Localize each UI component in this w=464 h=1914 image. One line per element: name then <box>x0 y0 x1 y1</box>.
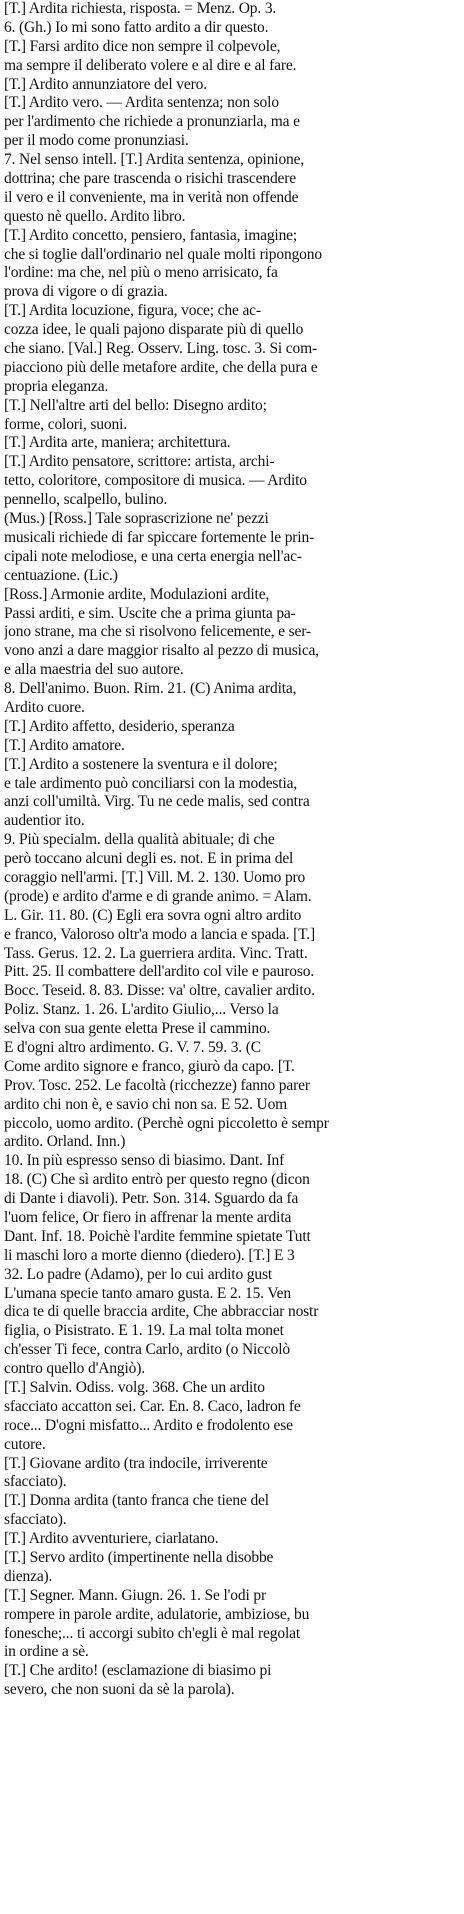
text-line: per l'ardimento che richiede a pronunziarla, ma e <box>4 113 300 131</box>
text-line: [T.] Ardita locuzione, figura, voce; che ac- <box>4 302 261 320</box>
text-line: 7. Nel senso intell. [T.] Ardita sentenza, opinione, <box>4 151 305 169</box>
text-line: 6. (Gh.) Io mi sono fatto ardito a dir questo. <box>4 18 269 36</box>
text-line: coraggio nell'armi. [T.] Vill. M. 2. 130. Uomo pro <box>4 868 306 886</box>
text-line: centuazione. (Lic.) <box>4 566 118 584</box>
text-line: dienza). <box>4 1567 53 1585</box>
text-line: jono strane, ma che si risolvono felicemente, e ser- <box>4 623 311 641</box>
text-line: Pitt. 25. Il combattere dell'ardito col vile e pauroso. <box>4 963 315 981</box>
text-line: Poliz. Stanz. 1. 26. L'ardito Giulio,... Verso la <box>4 1001 279 1019</box>
text-line: il vero e il conveniente, ma in verità non offende <box>4 188 299 206</box>
text-line: (prode) e ardito d'arme e di grande animo. = Alam. <box>4 887 312 905</box>
text-line: in ordine a sè. <box>4 1643 89 1661</box>
text-line: L'umana specie tanto amaro gusta. E 2. 15. Ven <box>4 1284 292 1302</box>
text-line: [T.] Che ardito! (esclamazione di biasimo pi <box>4 1662 272 1680</box>
text-line: 18. (C) Che sì ardito entrò per questo regno (dicon <box>4 1171 310 1189</box>
text-line: Bocc. Teseid. 8. 83. Disse: va' oltre, cavalier ardito. <box>4 982 315 1000</box>
text-line: Dant. Inf. 18. Poichè l'ardite femmine spietate Tutt <box>4 1227 311 1245</box>
text-line: piccolo, uomo ardito. (Perchè ogni piccoletto è sempr <box>4 1114 329 1132</box>
text-line: prova di vigore o di grazia. <box>4 283 168 301</box>
text-line: e alla maestria del suo autore. <box>4 661 184 679</box>
text-line: [T.] Ardito amatore. <box>4 736 125 754</box>
text-line: [T.] Ardito concetto, pensiero, fantasia, imagine; <box>4 226 298 244</box>
text-line: musicali richiede di far spiccare fortemente le prin- <box>4 528 315 546</box>
text-line: e tale ardimento può conciliarsi con la modestia, <box>4 774 298 792</box>
text-line: per il modo come pronunziasi. <box>4 132 189 150</box>
text-line: [T.] Salvin. Odiss. volg. 368. Che un ardito <box>4 1379 265 1397</box>
text-line: figlia, o Pisistrato. E 1. 19. La mal tolta monet <box>4 1322 284 1340</box>
text-line: Prov. Tosc. 252. Le facoltà (ricchezze) fanno parer <box>4 1076 310 1094</box>
text-line: [T.] Segner. Mann. Giugn. 26. 1. Se l'odi pr <box>4 1586 266 1604</box>
text-line: li maschi loro a morte dienno (diedero). [T.] E 3 <box>4 1246 295 1264</box>
text-line: [T.] Nell'altre arti del bello: Disegno ardito; <box>4 396 267 414</box>
text-line: [T.] Ardito pensatore, scrittore: artista, archi- <box>4 453 275 471</box>
text-line: però toccano alcuni degli es. not. E in prima del <box>4 850 294 868</box>
text-line: rompere in parole ardite, adulatorie, ambiziose, bu <box>4 1605 310 1623</box>
text-line: [T.] Ardito affetto, desiderio, speranza <box>4 717 235 735</box>
text-line: contro quello d'Angiò). <box>4 1360 145 1378</box>
text-line: E d'ogni altro ardimento. G. V. 7. 59. 3. (C <box>4 1038 261 1056</box>
text-line: l'uom felice, Or fiero in affrenar la mente ardita <box>4 1209 292 1226</box>
text-line: tetto, coloritore, compositore di musica. — Ardito <box>4 472 307 490</box>
text-line: [T.] Ardito vero. — Ardita sentenza; non solo <box>4 94 279 112</box>
text-line: Ardito cuore. <box>4 698 85 716</box>
text-line: 8. Dell'animo. Buon. Rim. 21. (C) Anima ardita, <box>4 680 297 698</box>
text-line: sfacciato). <box>4 1511 67 1529</box>
text-line: anzi coll'umiltà. Virg. Tu ne cede malis, sed contra <box>4 793 310 811</box>
text-line: audentior ito. <box>4 812 85 830</box>
text-line: 32. Lo padre (Adamo), per lo cui ardito gust <box>4 1265 273 1283</box>
text-line: L. Gir. 11. 80. (C) Egli era sovra ogni altro ardito <box>4 906 302 924</box>
text-line: ma sempre il deliberato volere e al dire e al fare. <box>4 56 297 74</box>
text-line: dica te di quelle braccia ardite, Che abbracciar nostr <box>4 1303 319 1321</box>
text-line: e franco, Valoroso oltr'a modo a lancia e spada. [T.] <box>4 925 316 943</box>
text-line: [T.] Ardita arte, maniera; architettura. <box>4 434 231 452</box>
text-line: dottrina; che pare trascenda o risichi trascendere <box>4 170 297 188</box>
text-line: (Mus.) [Ross.] Tale soprascrizione ne' pezzi <box>4 510 269 528</box>
text-line: ardito. Orland. Inn.) <box>4 1133 126 1151</box>
text-line: [T.] Ardito avventuriere, ciarlatano. <box>4 1530 219 1548</box>
text-line: cipali note melodiose, e una certa energia nell'ac- <box>4 547 302 565</box>
text-line: cozza idee, le quali pajono disparate più di quello <box>4 321 304 339</box>
text-line: ardito chi non è, e savio chi non sa. E 52. Uom <box>4 1095 288 1113</box>
text-line: che siano. [Val.] Reg. Osserv. Ling. tosc. 3. Si com- <box>4 340 318 358</box>
text-line: Passi arditi, e sim. Uscite che a prima giunta pa- <box>4 604 296 622</box>
text-line: l'ordine: ma che, nel più o meno arrisicato, fa <box>4 264 278 282</box>
text-line: [Ross.] Armonie ardite, Modulazioni ardite, <box>4 585 270 603</box>
text-line: [T.] Giovane ardito (tra indocile, irriverente <box>4 1454 268 1472</box>
text-line: questo nè quello. Ardito libro. <box>4 207 186 225</box>
text-line: cutore. <box>4 1435 46 1453</box>
text-line: Come ardito signore e franco, giurò da capo. [T. <box>4 1057 295 1075</box>
text-line: sfacciato). <box>4 1473 67 1491</box>
text-line: severo, che non suoni da sè la parola). <box>4 1681 235 1699</box>
text-line: vono anzi a dare maggior risalto al pezzo di musica, <box>4 642 319 660</box>
text-line: fonesche;... ti accorgi subito ch'egli è mal regolat <box>4 1624 300 1642</box>
text-line: ch'esser Ti fece, contra Carlo, ardito (o Niccolò <box>4 1341 290 1359</box>
text-line: 10. In più espresso senso di biasimo. Dant. Inf <box>4 1152 285 1170</box>
text-line: 9. Più specialm. della qualità abituale; di che <box>4 831 275 849</box>
text-line: propria eleganza. <box>4 377 109 395</box>
text-line: piacciono più delle metafore ardite, che della pura e <box>4 358 318 376</box>
text-line: Tass. Gerus. 12. 2. La guerriera ardita. Vinc. Tratt. <box>4 944 308 962</box>
text-line: di Dante i diavoli). Petr. Son. 314. Sguardo da fa <box>4 1190 299 1208</box>
text-line: [T.] Donna ardita (tanto franca che tiene del <box>4 1492 269 1510</box>
text-line: [T.] Farsi ardito dice non sempre il colpevole, <box>4 37 281 55</box>
text-line: [T.] Ardita richiesta, risposta. = Menz. Op. 3. <box>4 0 277 17</box>
text-line: pennello, scalpello, bulino. <box>4 491 168 509</box>
text-line: [T.] Ardito annunziatore del vero. <box>4 75 207 93</box>
text-line: sfacciato accatton sei. Car. En. 8. Caco, ladron fe <box>4 1397 301 1415</box>
text-line: roce... D'ogni misfatto... Ardito e frodolento ese <box>4 1416 293 1434</box>
text-line: [T.] Servo ardito (impertinente nella disobbe <box>4 1549 274 1567</box>
text-line: [T.] Ardito a sostenere la sventura e il dolore; <box>4 755 278 773</box>
text-line: che si toglie dall'ordinario nel quale molti ripongono <box>4 245 322 263</box>
text-line: forme, colori, suoni. <box>4 415 127 433</box>
text-line: selva con sua gente eletta Prese il cammino. <box>4 1020 271 1038</box>
